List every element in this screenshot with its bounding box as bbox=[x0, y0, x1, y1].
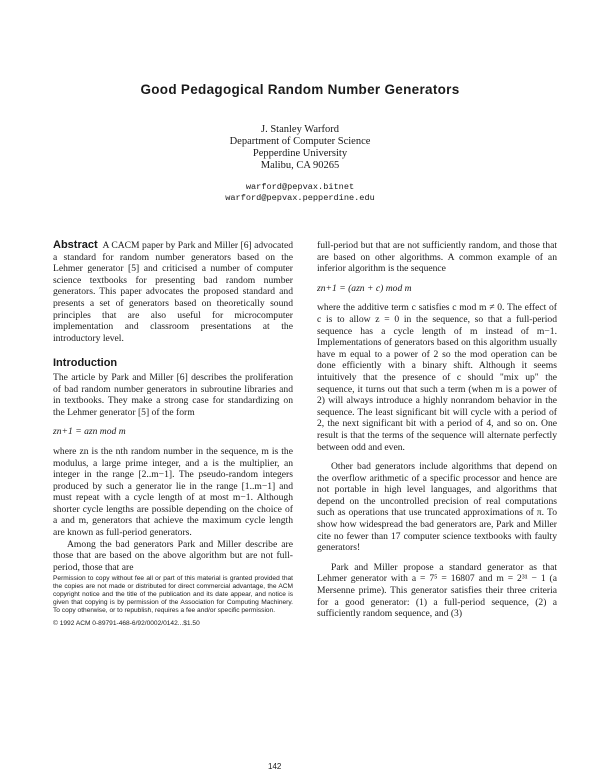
intro-paragraph-1: The article by Park and Miller [6] describes the proliferation of bad random number generators in subroutine libraries and in textbooks. They make a strong case for standardizing on the Lehmer generator [5] of the form bbox=[53, 371, 293, 418]
abstract-heading: Abstract bbox=[53, 239, 98, 251]
copyright-line: © 1992 ACM 0-89791-468-6/92/0002/0142...$1.50 bbox=[53, 620, 200, 628]
lehmer-equation: zn+1 = azn mod m bbox=[53, 426, 126, 438]
author-location: Malibu, CA 90265 bbox=[260, 160, 340, 171]
right-paragraph-4: Park and Miller propose a standard generator as that Lehmer generator with a = 7⁵ = 16807 and m = 2³¹ − 1 (a Mersenne prime). This generator satisfies their three criteria for a good generator: (1) a full-period sequence, (2) a sufficiently random sequence, and (3) bbox=[317, 561, 557, 620]
introduction-heading: Introduction bbox=[53, 357, 118, 370]
author-emails bbox=[0, 182, 600, 204]
author-department: Department of Computer Science bbox=[229, 136, 371, 147]
permission-notice: Permission to copy without fee all or part of this material is granted provided that the copies are not made or distributed for direct commercial advantage, the ACM copyright notice and the title of the publication and its date appear, and notice is given that copying is by permission of the Association for Computing Machinery. To copy otherwise, or to republish, requires a fee and/or specific permission. bbox=[53, 575, 293, 615]
author-email-bitnet: warford@pepvax.bitnet bbox=[245, 182, 355, 192]
right-paragraph-2: where the additive term c satisfies c mod m ≠ 0. The effect of c is to allow z = 0 in the sequence, so that a full-period sequence has a cycle length of m instead of m−1. Implementations of generators based on this algorithm usually have m equal to a power of 2 so the mod operation can be done efficiently with a binary shift. Although it seems intuitively that the presence of c should "mix up" the sequence, it turns out that such a term (when m is a power of 2) will always introduce a highly nonrandom behavior in the sequence. The least significant bit will cycle with a period of 2, the next significant bit with a period of 4, and so on. One result is that the terms of the sequence will alternate perfectly between odd and even. bbox=[317, 302, 557, 453]
mixed-congruential-equation: zn+1 = (azn + c) mod m bbox=[317, 282, 412, 294]
abstract-text: A CACM paper by Park and Miller [6] advocated a standard for random number generators based on the Lehmer generator [5] and criticised a number of computer science textbooks for presenting bad random number generators. This paper advocates the proposed standard and presents a set of generators based on theoretically sound principles that are also useful for microcomputer implementation and classroom presentations at the introductory level. bbox=[53, 240, 294, 344]
intro-paragraph-3: Among the bad generators Park and Miller describe are those that are based on the above algorithm but are not full-period, those that are bbox=[53, 538, 293, 573]
right-paragraph-1: full-period but that are not sufficiently random, and those that are based on other algorithms. A common example of an inferior algorithm is the sequence bbox=[317, 240, 557, 275]
intro-paragraph-2: where zn is the nth random number in the sequence, m is the modulus, a large prime integer, and a is the multiplier, an integer in the range [2..m−1]. The pseudo-random integers produced by such a generator lie in the range [1..m−1] and must repeat with a cycle length of at most m−1. Although shorter cycle lengths are possible depending on the choice of a and m, generators that achieve the maximum cycle length are known as full-period generators. bbox=[53, 445, 293, 539]
author-block bbox=[0, 124, 600, 172]
paper-title: Good Pedagogical Random Number Generators bbox=[140, 82, 460, 97]
author-email-edu: warford@pepvax.pepperdine.edu bbox=[225, 193, 375, 203]
abstract-paragraph bbox=[53, 240, 293, 344]
author-name: J. Stanley Warford bbox=[261, 124, 339, 135]
author-university: Pepperdine University bbox=[252, 148, 348, 159]
left-column bbox=[53, 240, 293, 630]
right-column bbox=[317, 240, 557, 620]
right-paragraph-3: Other bad generators include algorithms that depend on the overflow arithmetic of a specific processor and hence are not portable in high level languages, and algorithms that depend on the uncontrolled precision of real computations such as operations that use truncated approximations of π. To show how widespread the bad generators are, Park and Miller cite no fewer than 17 computer science textbooks with faulty generators! bbox=[317, 461, 557, 554]
page-number: 142 bbox=[268, 762, 282, 771]
